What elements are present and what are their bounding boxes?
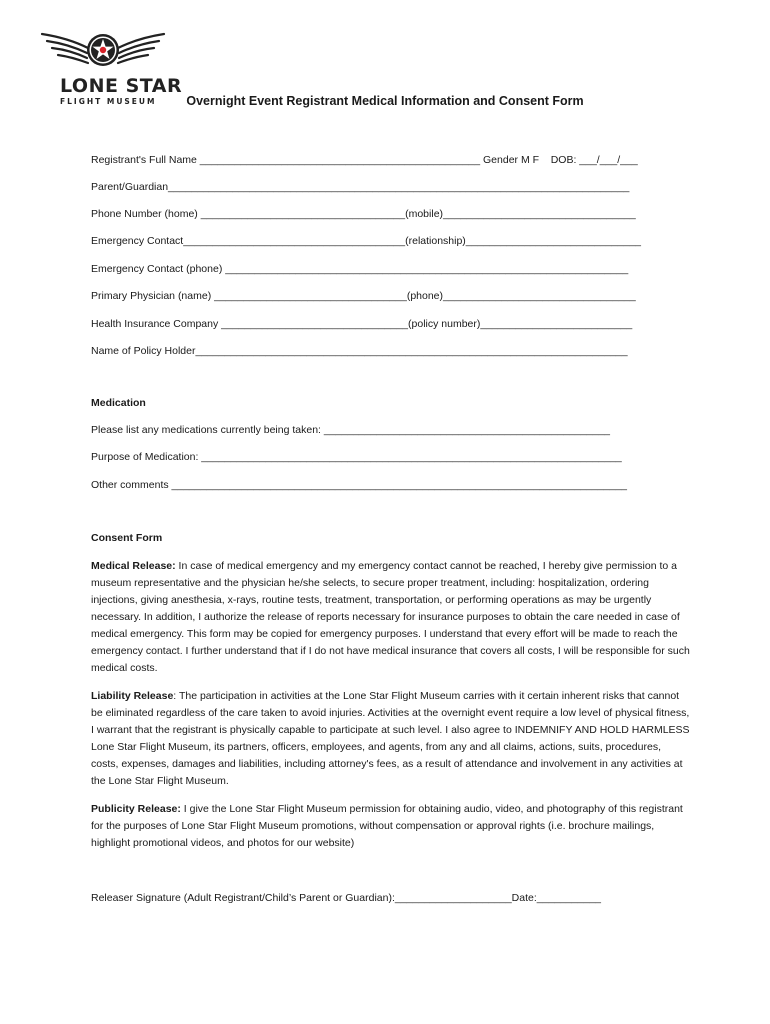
policy-holder-field[interactable]: Name of Policy Holder__________________________________________________________________________ xyxy=(91,345,628,357)
parent-guardian-field[interactable]: Parent/Guardian_______________________________________________________________________________ xyxy=(91,181,630,193)
publicity-release-paragraph xyxy=(91,801,691,852)
medication-heading: Medication xyxy=(91,397,146,409)
other-comments-field[interactable]: Other comments ______________________________________________________________________________ xyxy=(91,479,628,491)
winged-star-icon xyxy=(38,28,168,78)
logo-title: LONE STAR xyxy=(60,75,183,97)
medical-release-paragraph xyxy=(91,558,691,677)
emergency-contact-field[interactable]: Emergency Contact______________________________________(relationship)______________________________ xyxy=(91,235,641,247)
form-title: Overnight Event Registrant Medical Information and Consent Form xyxy=(186,94,584,108)
phone-number-field[interactable]: Phone Number (home) ___________________________________(mobile)_________________________________ xyxy=(91,208,636,220)
medication-purpose-field[interactable]: Purpose of Medication: ________________________________________________________________________ xyxy=(91,451,622,463)
primary-physician-field[interactable]: Primary Physician (name) _________________________________(phone)_________________________________ xyxy=(91,290,636,302)
liability-release-label: Liability Release xyxy=(91,690,174,702)
medical-release-label: Medical Release: xyxy=(91,560,176,572)
medications-field[interactable]: Please list any medications currently being taken: _________________________________________________ xyxy=(91,424,611,436)
liability-release-text: : The participation in activities at the Lone Star Flight Museum carries with it certain inherent risks that cannot be eliminated regardless of the care taken to avoid injuries. Activities at the overnight event require a low level of physical fitness, I warrant that the registrant is physically capable to participate at such level. I also agree to INDEMNIFY AND HOLD HARMLESS Lone Star Flight Museum, its partners, officers, employees, and agents, from any and all claims, actions, suits, procedures, costs, expenses, damages and liabilities, including attorney's fees, as a result of attendance and involvement in any activities at the Lone Star Flight Museum. xyxy=(91,690,690,787)
publicity-release-label: Publicity Release: xyxy=(91,803,181,815)
medical-release-text: In case of medical emergency and my emergency contact cannot be reached, I hereby give permission to a museum representative and the physician he/she selects, to secure proper treatment, including: hospitalization, ordering injections, giving anesthesia, x-rays, routine tests, treatment, transportation, or performing operations as may be urgently necessary. In addition, I authorize the release of reports necessary for insurance purposes to obtain the care needed in case of medical emergency. This form may be copied for emergency purposes. I understand that every effort will be made to reach the emergency contact. I further understand that if I do not have medical insurance that covers all costs, I will be responsible for such medical costs. xyxy=(91,560,690,674)
logo-subtitle: FLIGHT MUSEUM xyxy=(60,97,157,106)
signature-field[interactable]: Releaser Signature (Adult Registrant/Child’s Parent or Guardian):____________________Date:___________ xyxy=(91,892,601,904)
publicity-release-text: I give the Lone Star Flight Museum permission for obtaining audio, video, and photography of this registrant for the purposes of Lone Star Flight Museum promotions, without compensation or approval rights (i.e. brochure mailings, highlight promotional videos, and photos for our website) xyxy=(91,803,683,849)
registrant-name-field[interactable]: Registrant's Full Name ________________________________________________ Gender M F DOB: ___/___/___ xyxy=(91,154,638,166)
health-insurance-field[interactable]: Health Insurance Company ________________________________(policy number)__________________________ xyxy=(91,318,633,330)
liability-release-paragraph xyxy=(91,688,691,790)
emergency-contact-phone-field[interactable]: Emergency Contact (phone) _____________________________________________________________________ xyxy=(91,263,629,275)
consent-heading: Consent Form xyxy=(91,532,163,544)
